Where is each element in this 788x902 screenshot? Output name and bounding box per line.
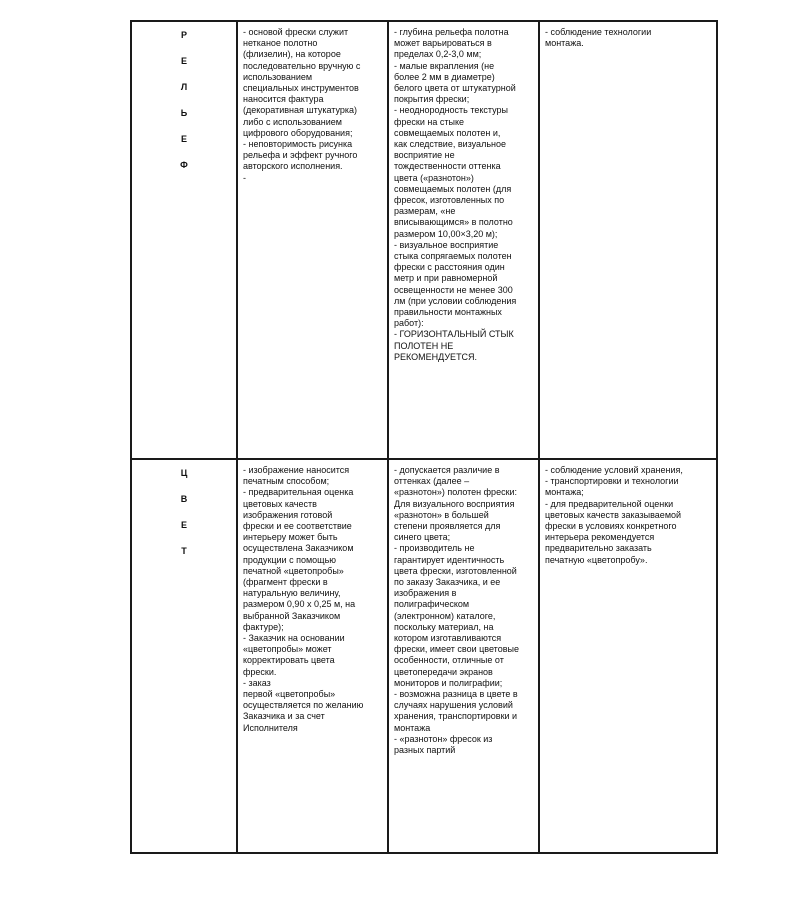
label-letter: Е: [180, 520, 187, 530]
cell-text: - изображение наносится печатным способом; - предварительная оценка цветовых качеств изображения готовой фрески и ее соответствие интерьеру может быть осуществлена Заказчиком продукции с помощью печатной «цветопробы» (фрагмент фрески в натуральную величину, размером 0,90 х 0,25 м, на выбранной Заказчиком фактуре); - Заказчик на основании «цветопробы» может корректировать цвета фрески. - заказ первой «цветопробы» осуществляется по желанию Заказчика и за счет Исполнителя: [243, 465, 364, 733]
cell-text: - глубина рельефа полотна может варьироваться в пределах 0,2-3,0 мм; - малые вкрапления (не более 2 мм в диаметре) белого цвета от штукатурной покрытия фрески; - неоднородность текстуры фрески на стыке совмещаемых полотен и, как следствие, визуальное восприятие не тождественности оттенка цвета («разнотон») совмещаемых полотен (для фресок, изготовленных по размерам, «не вписывающимся» в полотно размером 10,00×3,20 м); - визуальное восприятие стыка сопрягаемых полотен фрески с расстояния один метр и при равномерной освещенности не менее 300 лм (при условии соблюдения правильности монтажных работ): - ГОРИЗОНТАЛЬНЫЙ СТЫК ПОЛОТЕН НЕ РЕКОМЕНДУЕТСЯ.: [394, 27, 517, 362]
table-row-relief: [131, 21, 717, 459]
table-cell: [388, 21, 539, 459]
cell-text: - соблюдение технологии монтажа.: [545, 27, 652, 49]
vertical-label: [132, 460, 236, 564]
label-letter: В: [180, 494, 188, 504]
table-cell: [539, 459, 717, 853]
label-letter: Л: [180, 82, 188, 92]
table-cell: [388, 459, 539, 853]
spec-table: [130, 20, 718, 854]
label-letter: Ф: [180, 160, 188, 170]
label-letter: Е: [180, 56, 187, 66]
cell-text: - соблюдение условий хранения, - транспортировки и технологии монтажа; - для предварительной оценки цветовых качеств заказываемой фрески в условиях конкретного интерьера рекомендуется предварительно заказать печатную «цветопробу».: [545, 465, 683, 565]
label-letter: Е: [180, 134, 187, 144]
row-label-relief: [131, 21, 237, 459]
label-letter: Ц: [180, 468, 188, 478]
label-letter: Т: [181, 546, 187, 556]
table-row-color: [131, 459, 717, 853]
label-letter: Ь: [180, 108, 188, 118]
table-cell: [237, 459, 388, 853]
table-cell: [237, 21, 388, 459]
cell-text: - допускается различие в оттенках (далее – «разнотон») полотен фрески: Для визуального восприятия «разнотон» в большей степени проявляется для синего цвета; - производитель не гарантирует идентичность цвета фрески, изготовленной по заказу Заказчика, и ее изображения в полиграфическом (электронном) каталоге, поскольку материал, на котором изготавливаются фрески, имеет свои цветовые особенности, отличные от цветопередачи экранов мониторов и полиграфии; - возможна разница в цвете в случаях нарушения условий хранения, транспортировки и монтажа - «разнотон» фресок из разных партий: [394, 465, 519, 756]
cell-text: - основой фрески служит нетканое полотно (флизелин), на которое последовательно вручную с использованием специальных инструментов наносится фактура (декоративная штукатурка) либо с использованием цифрового оборудования; - неповторимость рисунка рельефа и эффект ручного авторского исполнения. -: [243, 27, 361, 183]
vertical-label: [132, 22, 236, 178]
table-cell: [539, 21, 717, 459]
label-letter: Р: [180, 30, 187, 40]
row-label-color: [131, 459, 237, 853]
